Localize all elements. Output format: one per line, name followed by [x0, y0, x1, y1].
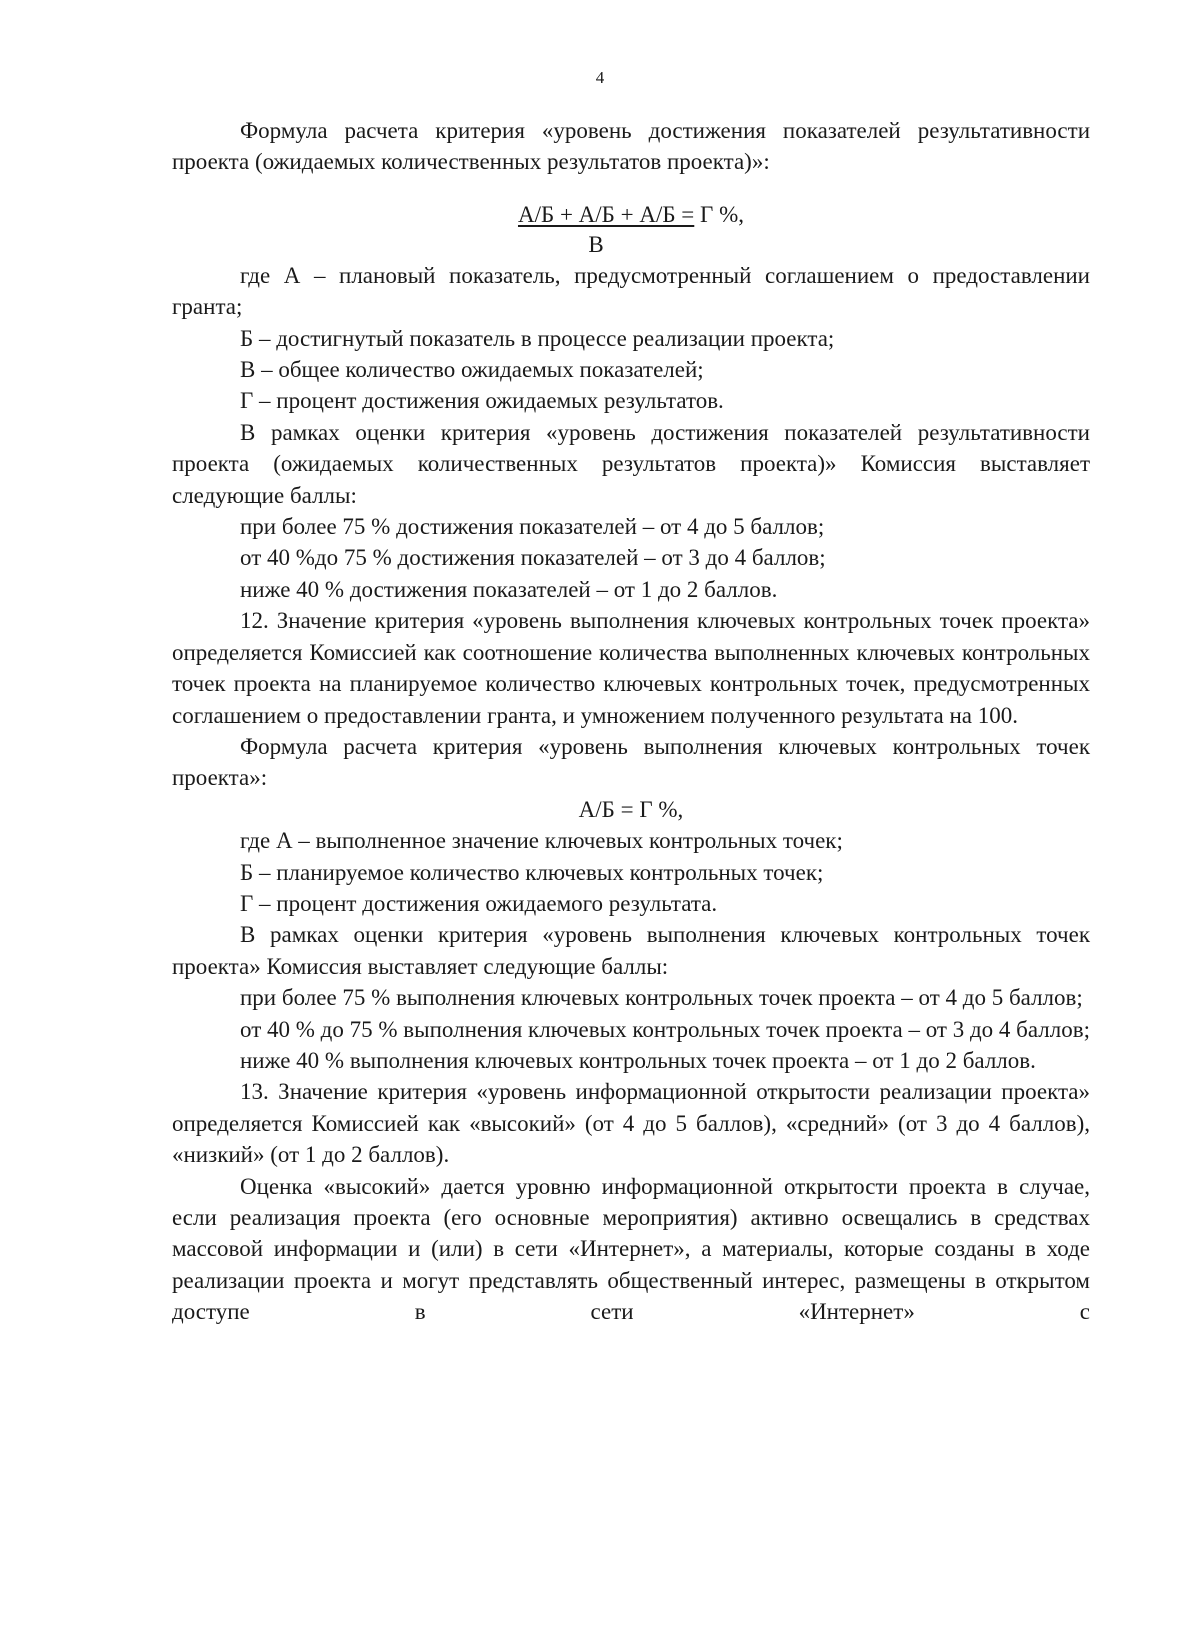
- definition-a: где А – плановый показатель, предусмотренный соглашением о предоставлении гранта;: [172, 262, 1090, 320]
- score-item-low: ниже 40 % достижения показателей – от 1 до 2 баллов.: [240, 576, 778, 602]
- paragraph-12: 12. Значение критерия «уровень выполнения ключевых контрольных точек проекта» определяется Комиссией как соотношение количества выполненных ключевых контрольных точек проекта на планируемое количество ключевых контрольных точек, предусмотренных соглашением о предоставлении гранта, и умножением полученного результата на 100.: [172, 608, 1090, 728]
- definition2-a: где А – выполненное значение ключевых контрольных точек;: [240, 828, 843, 854]
- score2-item-high: при более 75 % выполнения ключевых контрольных точек проекта – от 4 до 5 баллов;: [240, 985, 1083, 1011]
- paragraph-13: 13. Значение критерия «уровень информационной открытости реализации проекта» определяется Комиссией как «высокий» (от 4 до 5 баллов), «средний» (от 3 до 4 баллов), «низкий» (от 1 до 2 баллов).: [172, 1079, 1090, 1168]
- score-item-high: при более 75 % достижения показателей – от 4 до 5 баллов;: [240, 514, 825, 540]
- definition2-b: Б – планируемое количество ключевых контрольных точек;: [240, 859, 824, 885]
- score2-item-medium: от 40 % до 75 % выполнения ключевых контрольных точек проекта – от 3 до 4 баллов;: [240, 1016, 1090, 1042]
- formula-checkpoints: А/Б = Г %,: [578, 796, 684, 822]
- paragraph-scoring-intro-2: В рамках оценки критерия «уровень выполнения ключевых контрольных точек проекта» Комиссия выставляет следующие баллы:: [172, 922, 1090, 979]
- definition-v: В – общее количество ожидаемых показателей;: [240, 357, 704, 383]
- page-number: 4: [595, 68, 605, 87]
- formula-denominator: В: [588, 231, 604, 257]
- formula-result: Г %,: [694, 201, 744, 227]
- document-body: [172, 115, 1090, 1328]
- score-item-medium: от 40 %до 75 % достижения показателей – от 3 до 4 баллов;: [240, 545, 826, 571]
- formula-achievement-level: [172, 200, 1090, 260]
- definition2-g: Г – процент достижения ожидаемого результата.: [240, 890, 718, 916]
- paragraph-scoring-intro-1: В рамках оценки критерия «уровень достижения показателей результативности проекта (ожидаемых количественных результатов проекта)» Комиссия выставляет следующие баллы:: [172, 419, 1090, 508]
- score2-item-low: ниже 40 % выполнения ключевых контрольных точек проекта – от 1 до 2 баллов.: [240, 1047, 1036, 1073]
- paragraph-high-rating: Оценка «высокий» дается уровню информационной открытости проекта в случае, если реализация проекта (его основные мероприятия) активно освещались в средствах массовой информации и (или) в сети «Интернет», а материалы, которые созданы в ходе реализации проекта и могут представлять общественный интерес, размещены в открытом доступе в сети «Интернет» с: [172, 1173, 1090, 1325]
- paragraph-formula-intro-1: Формула расчета критерия «уровень достижения показателей результативности проекта (ожидаемых количественных результатов проекта)»:: [172, 118, 1090, 175]
- paragraph-formula-intro-2: Формула расчета критерия «уровень выполнения ключевых контрольных точек проекта»:: [172, 733, 1090, 791]
- formula-numerator: А/Б + А/Б + А/Б =: [517, 201, 695, 227]
- definition-b: Б – достигнутый показатель в процессе реализации проекта;: [240, 325, 835, 351]
- definition-g: Г – процент достижения ожидаемых результатов.: [240, 388, 724, 414]
